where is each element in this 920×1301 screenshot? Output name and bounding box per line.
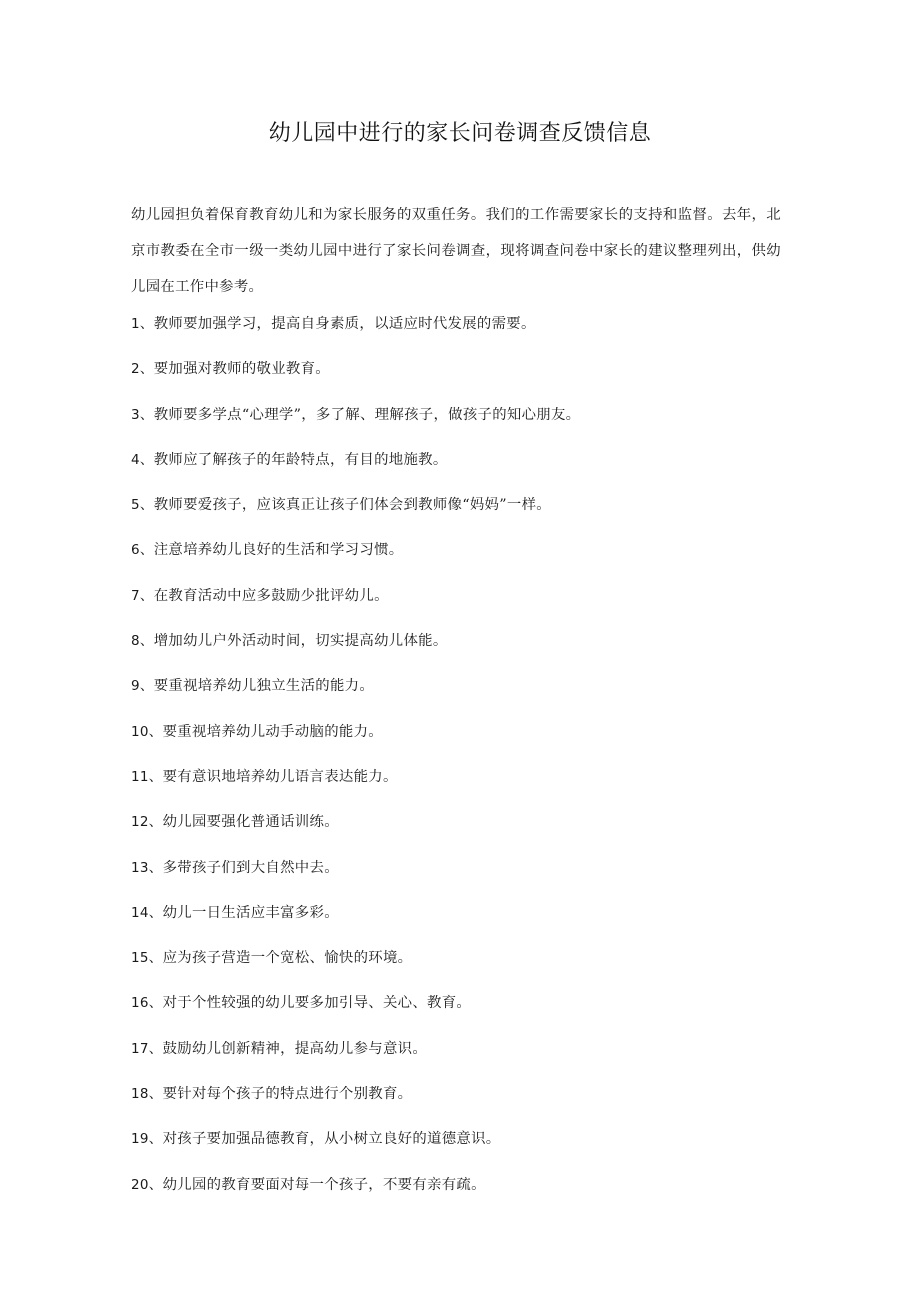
item-number: 1、 [131, 316, 154, 332]
list-item [131, 536, 791, 581]
item-number: 19、 [131, 1131, 163, 1148]
list-item [131, 401, 791, 446]
item-text: 教师要加强学习，提高自身素质，以适应时代发展的需要。 [153, 316, 536, 332]
item-text: 教师应了解孩子的年龄特点，有目的地施教。 [153, 451, 448, 468]
list-item [131, 1080, 791, 1125]
item-number: 13、 [131, 859, 163, 876]
item-text: 教师要爱孩子，应该真正让孩子们体会到教师像“妈妈”一样。 [153, 497, 551, 514]
item-number: 4、 [131, 451, 154, 468]
item-text: 幼儿园要强化普通话训练。 [162, 814, 339, 831]
list-item [131, 491, 791, 536]
item-text: 多带孩子们到大自然中去。 [162, 859, 339, 876]
suggestion-list [131, 310, 791, 1216]
item-number: 17、 [131, 1040, 163, 1057]
item-number: 18、 [131, 1086, 163, 1103]
item-number: 15、 [131, 950, 163, 967]
list-item [131, 582, 791, 627]
item-text: 要重视培养幼儿动手动脑的能力。 [162, 723, 383, 740]
list-item [131, 808, 791, 853]
item-number: 10、 [131, 723, 163, 740]
item-text: 要有意识地培养幼儿语言表达能力。 [162, 768, 398, 785]
item-text: 教师要多学点“心理学”，多了解、理解孩子，做孩子的知心朋友。 [153, 406, 581, 423]
item-number: 11、 [131, 768, 163, 785]
item-number: 7、 [131, 587, 154, 604]
item-text: 要加强对教师的敬业教育。 [153, 361, 330, 378]
list-item [131, 355, 791, 400]
list-item [131, 446, 791, 491]
list-item [131, 989, 791, 1034]
item-text: 鼓励幼儿创新精神，提高幼儿参与意识。 [162, 1040, 428, 1057]
item-number: 8、 [131, 633, 154, 650]
list-item [131, 672, 791, 717]
item-number: 6、 [131, 542, 154, 559]
item-text: 幼儿一日生活应丰富多彩。 [162, 904, 339, 921]
item-text: 对于个性较强的幼儿要多加引导、关心、教育。 [162, 995, 472, 1012]
item-text: 对孩子要加强品德教育，从小树立良好的道德意识。 [162, 1131, 501, 1148]
item-text: 增加幼儿户外活动时间，切实提高幼儿体能。 [153, 633, 448, 650]
item-text: 注意培养幼儿良好的生活和学习习惯。 [153, 542, 404, 559]
list-item [131, 718, 791, 763]
item-text: 应为孩子营造一个宽松、愉快的环境。 [162, 950, 413, 967]
item-text: 要针对每个孩子的特点进行个别教育。 [162, 1086, 413, 1103]
document-title: 幼儿园中进行的家长问卷调查反馈信息 [268, 121, 652, 146]
item-number: 12、 [131, 814, 163, 831]
list-item [131, 854, 791, 899]
list-item [131, 899, 791, 944]
item-number: 2、 [131, 361, 154, 378]
item-number: 16、 [131, 995, 163, 1012]
list-item [131, 944, 791, 989]
list-item [131, 310, 791, 355]
list-item [131, 1035, 791, 1080]
list-item [131, 1171, 791, 1216]
item-text: 要重视培养幼儿独立生活的能力。 [153, 678, 375, 695]
list-item [131, 763, 791, 808]
list-item [131, 1125, 791, 1170]
item-number: 14、 [131, 904, 163, 921]
list-item [131, 627, 791, 672]
item-text: 幼儿园的教育要面对每一个孩子，不要有亲有疏。 [162, 1176, 486, 1193]
item-text: 在教育活动中应多鼓励少批评幼儿。 [153, 587, 389, 604]
item-number: 3、 [131, 406, 154, 423]
intro-paragraph: 幼儿园担负着保育教育幼儿和为家长服务的双重任务。我们的工作需要家长的支持和监督。去年，北京市教委在全市一级一类幼儿园中进行了家长问卷调查，现将调查问卷中家长的建议整理列出，供幼儿园在工作中参考。 [131, 207, 781, 295]
item-number: 20、 [131, 1176, 163, 1193]
item-number: 5、 [131, 497, 154, 514]
item-number: 9、 [131, 678, 154, 695]
